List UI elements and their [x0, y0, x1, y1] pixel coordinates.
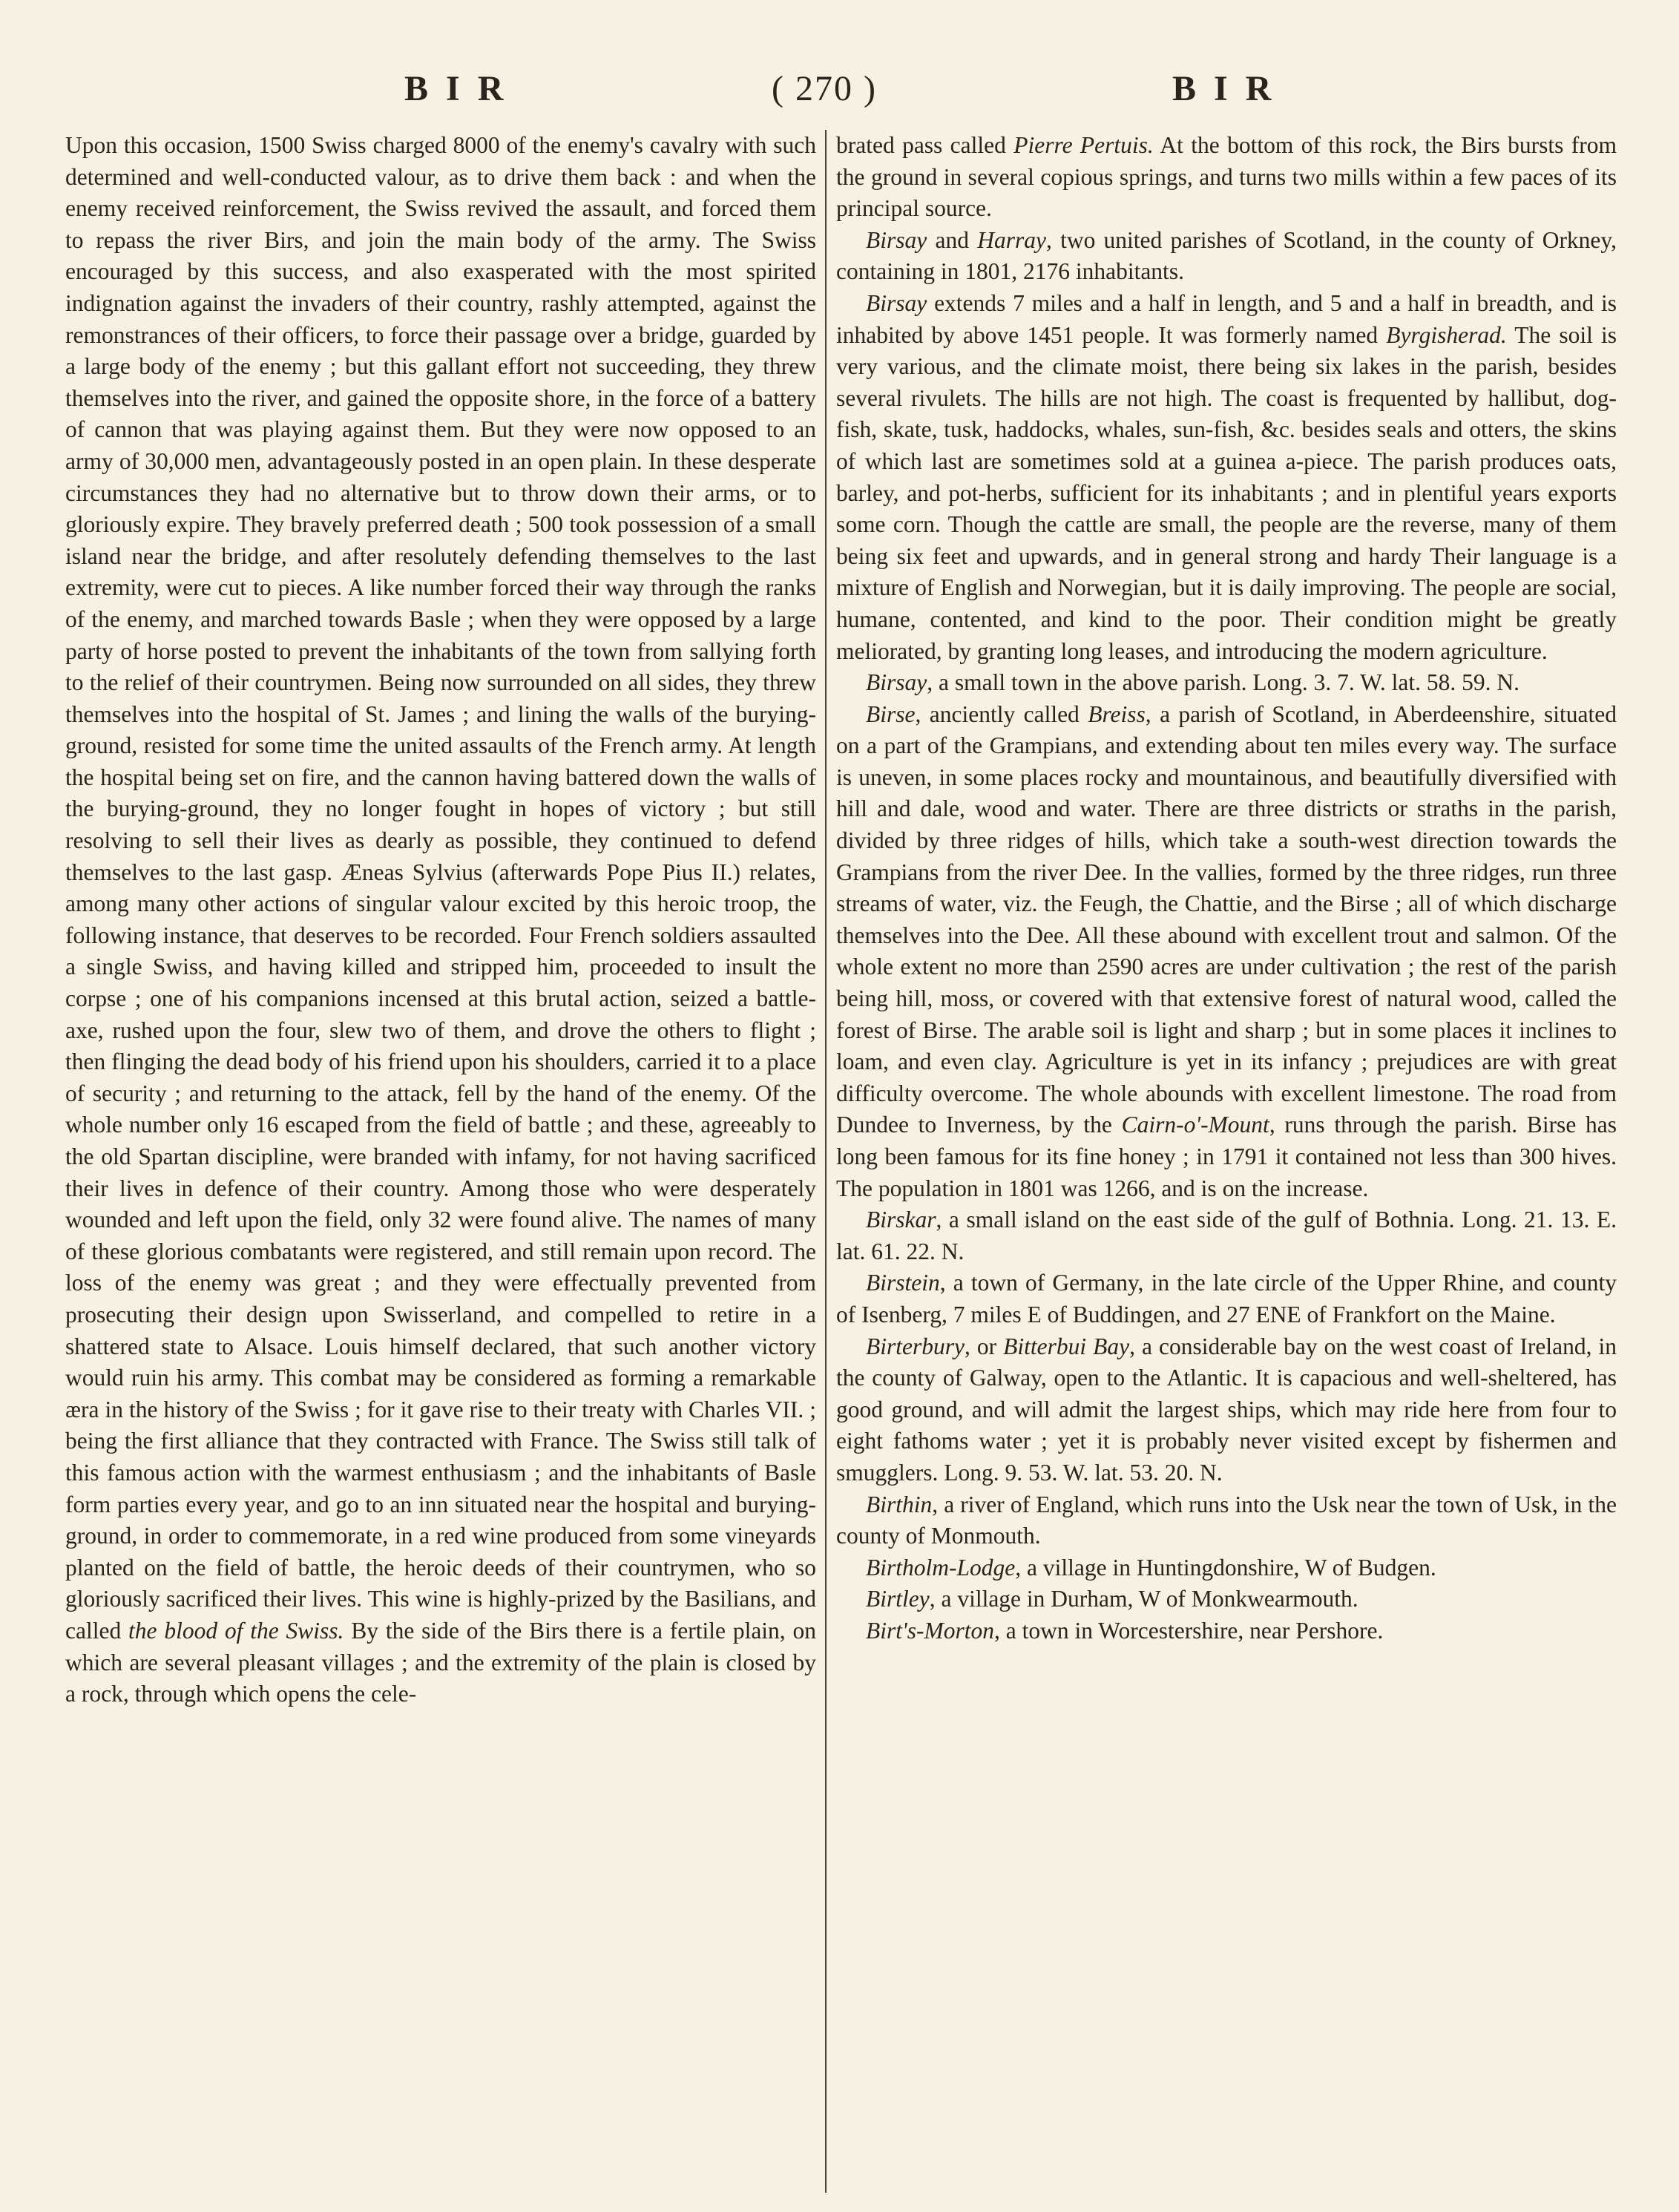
- entry-headword: Birthin: [866, 1491, 933, 1517]
- entry-headword: Birstein: [866, 1270, 940, 1296]
- entry-birtley: [836, 1583, 1617, 1615]
- italic-phrase: Breiss: [1088, 700, 1146, 727]
- italic-phrase-2: Cairn-o'-Mount: [1121, 1112, 1269, 1138]
- entry-headword-2: Harray: [977, 226, 1046, 253]
- entry-text: , a river of England, which runs into the Usk near the town of Usk, in the county of Monmouth.: [836, 1491, 1617, 1549]
- page-number: ( 270 ): [772, 69, 877, 108]
- entry-headword: Birskar: [866, 1207, 936, 1233]
- entry-birsay-town: [836, 667, 1617, 699]
- entry-headword: Birt's-Morton: [866, 1617, 994, 1644]
- entry-text: , anciently called: [915, 700, 1088, 727]
- italic-phrase: Byrgisherad.: [1386, 321, 1507, 348]
- entry-birstein: [836, 1267, 1617, 1330]
- entry-connector: , or: [964, 1333, 1004, 1359]
- entry-birsay-parish: [836, 288, 1617, 667]
- entry-birts-morton: [836, 1615, 1617, 1647]
- entry-text: , a village in Durham, W of Monkwearmouth.: [929, 1586, 1358, 1612]
- entry-text: extends 7 miles and a half in length, and 5 and a half in breadth, and is inhabited by above 1451 people. It was formerly named: [836, 289, 1617, 348]
- entry-headword: Birterbury: [866, 1333, 965, 1359]
- entry-headword-2: Bitterbui Bay: [1003, 1333, 1130, 1359]
- entry-birsay-harray: [836, 225, 1617, 288]
- header-right-keyword: B I R: [1172, 69, 1276, 108]
- italic-phrase: the blood of the Swiss.: [128, 1617, 344, 1644]
- entry-headword: Birtholm-Lodge: [866, 1554, 1016, 1581]
- italic-phrase: Pierre Pertuis.: [1013, 132, 1154, 158]
- continuation-text: brated pass called: [836, 132, 1006, 158]
- entry-birthin: [836, 1489, 1617, 1552]
- entry-text: , a village in Huntingdonshire, W of Budgen.: [1015, 1554, 1436, 1581]
- entry-birse: [836, 699, 1617, 1205]
- entry-headword: Birsay: [866, 669, 927, 696]
- continuation-text-end: At the bottom of this rock, the Birs bursts from the ground in several copious springs, and turns two mills within a few paces of its principal source.: [836, 132, 1617, 222]
- entry-connector: and: [927, 226, 978, 253]
- entry-text: , a small island on the east side of the gulf of Bothnia. Long. 21. 13. E. lat. 61. 22. N.: [836, 1207, 1617, 1264]
- header-left-keyword: B I R: [404, 69, 508, 108]
- entry-birtholm-lodge: [836, 1552, 1617, 1584]
- entry-text: , a town in Worcestershire, near Pershore.: [994, 1617, 1384, 1644]
- entry-headword: Birtley: [866, 1586, 930, 1612]
- paragraph-text-end: By the side of the Birs there is a fertile plain, on which are several pleasant villages ; and the extremity of the plain is closed by a rock, through which opens the cele-: [65, 1617, 817, 1707]
- entry-text-2: , a parish of Scotland, in Aberdeenshire, situated on a part of the Grampians, and extending about ten miles every way. The surface is uneven, in some places rocky and mountainous, and beautifully diversified with hill and dale, wood and water. There are three districts or straths in the parish, divided by three ridges of hills, which take a south-west direction towards the Grampians from the river Dee. In the vallies, formed by the three ridges, run three streams of water, viz. the Feugh, the Chattie, and the Birse ; all of which discharge themselves into the Dee. All these abound with excellent trout and salmon. Of the whole extent no more than 2590 acres are under cultivation ; the rest of the parish being hill, moss, or covered with that extensive forest of natural wood, called the forest of Birse. The arable soil is light and sharp ; but in some places it inclines to loam, and even clay. Agriculture is yet in its infancy ; prejudices are with great difficulty overcome. The whole abounds with excellent limestone. The road from Dundee to Inverness, by the: [836, 700, 1617, 1138]
- entry-text: , a small town in the above parish. Long. 3. 7. W. lat. 58. 59. N.: [927, 669, 1520, 696]
- entry-birskar: [836, 1204, 1617, 1267]
- running-head: [0, 68, 1679, 128]
- entry-text: , a town of Germany, in the late circle of the Upper Rhine, and county of Isenberg, 7 miles E of Buddingen, and 27 ENE of Frankfort on the Maine.: [836, 1270, 1617, 1327]
- entry-headword: Birsay: [866, 289, 927, 316]
- entry-headword: Birse: [866, 700, 916, 727]
- entry-text-3: , runs through the parish. Birse has long been famous for its fine honey ; in 1791 it contained not less than 300 hives. The population in 1801 was 1266, and is on the increase.: [836, 1112, 1617, 1201]
- entry-text: , a considerable bay on the west coast of Ireland, in the county of Galway, open to the Atlantic. It is capacious and well-sheltered, has good ground, and will admit the largest ships, which may ride here from four to eight fathoms water ; yet it is probably never visited except by fishermen and smugglers. Long. 9. 53. W. lat. 53. 20. N.: [836, 1333, 1617, 1486]
- left-column: [65, 130, 816, 1710]
- continuation-paragraph: [836, 130, 1617, 225]
- entry-birterbury: [836, 1331, 1617, 1489]
- right-column: [836, 130, 1617, 1647]
- entry-headword: Birsay: [866, 226, 927, 253]
- paragraph-text: Upon this occasion, 1500 Swiss charged 8000 of the enemy's cavalry with such determined and well-conducted valour, as to drive them back : and when the enemy received reinforcement, the Swiss revived the assault, and forced them to repass the river Birs, and join the main body of the army. The Swiss encouraged by this success, and also exasperated with the most spirited indignation against the invaders of their country, rashly attempted, against the remonstrances of their officers, to force their passage over a bridge, guarded by a large body of the enemy ; but this gallant effort not succeeding, they threw themselves into the river, and gained the opposite shore, in the force of a battery of cannon that was playing against them. But they were now opposed to an army of 30,000 men, advantageously posted in an open plain. In these desperate circumstances they had no alternative but to throw down their arms, or to gloriously expire. They bravely preferred death ; 500 took possession of a small island near the bridge, and after resolutely defending themselves to the last extremity, were cut to pieces. A like number forced their way through the ranks of the enemy, and marched towards Basle ; when they were opposed by a large party of horse posted to prevent the inhabitants of the town from sallying forth to the relief of their countrymen. Being now surrounded on all sides, they threw themselves into the hospital of St. James ; and lining the walls of the burying-ground, resisted for some time the united assaults of the French army. At length the hospital being set on fire, and the cannon having battered down the walls of the burying-ground, they no longer fought in hopes of victory ; but still resolving to sell their lives as dearly as possible, they continued to defend themselves to the last gasp. Æneas Sylvius (afterwards Pope Pius II.) relates, among many other actions of singular valour excited by this heroic troop, the following instance, that deserves to be recorded. Four French soldiers assaulted a single Swiss, and having killed and stripped him, proceeded to insult the corpse ; one of his companions incensed at this brutal action, seized a battle-axe, rushed upon the four, slew two of them, and drove the others to flight ; then flinging the dead body of his friend upon his shoulders, carried it to a place of security ; and returning to the attack, fell by the hand of the enemy. Of the whole number only 16 escaped from the field of battle ; and these, agreeably to the old Spartan discipline, were branded with infamy, for not having sacrificed their lives in defence of their country. Among those who were desperately wounded and left upon the field, only 32 were found alive. The names of many of these glorious combatants were registered, and still remain upon record. The loss of the enemy was great ; and they were effectually prevented from prosecuting their design upon Swisserland, and compelled to retire in a shattered state to Alsace. Louis himself declared, that such another victory would ruin his army. This combat may be considered as forming a remarkable æra in the history of the Swiss ; for it gave rise to their treaty with Charles VII. ; being the first alliance that they contracted with France. The Swiss still talk of this famous action with the warmest enthusiasm ; and the inhabitants of Basle form parties every year, and go to an inn situated near the hospital and burying-ground, in order to commemorate, in a red wine produced from some vineyards planted on the field of battle, the heroic deeds of their countrymen, who so gloriously sacrificed their lives. This wine is highly-prized by the Basilians, and called: [65, 132, 816, 1644]
- entry-text-2: The soil is very various, and the climate moist, there being six lakes in the parish, besides several rivulets. The hills are not high. The coast is frequented by hallibut, dog-fish, skate, tusk, haddocks, whales, sun-fish, &c. besides seals and otters, the skins of which last are sometimes sold at a guinea a-piece. The parish produces oats, barley, and pot-herbs, sufficient for its inhabitants ; and in plentiful years exports some corn. Though the cattle are small, the people are the reverse, many of them being six feet and upwards, and in general strong and hardy Their language is a mixture of English and Norwegian, but it is daily improving. The people are social, humane, contented, and kind to the poor. Their condition might be greatly meliorated, by granting long leases, and introducing the modern agriculture.: [836, 321, 1617, 664]
- column-divider: [825, 130, 827, 2193]
- bir-battle-paragraph: [65, 130, 816, 1710]
- entry-text: , two united parishes of Scotland, in the county of Orkney, containing in 1801, 2176 inhabitants.: [836, 226, 1617, 285]
